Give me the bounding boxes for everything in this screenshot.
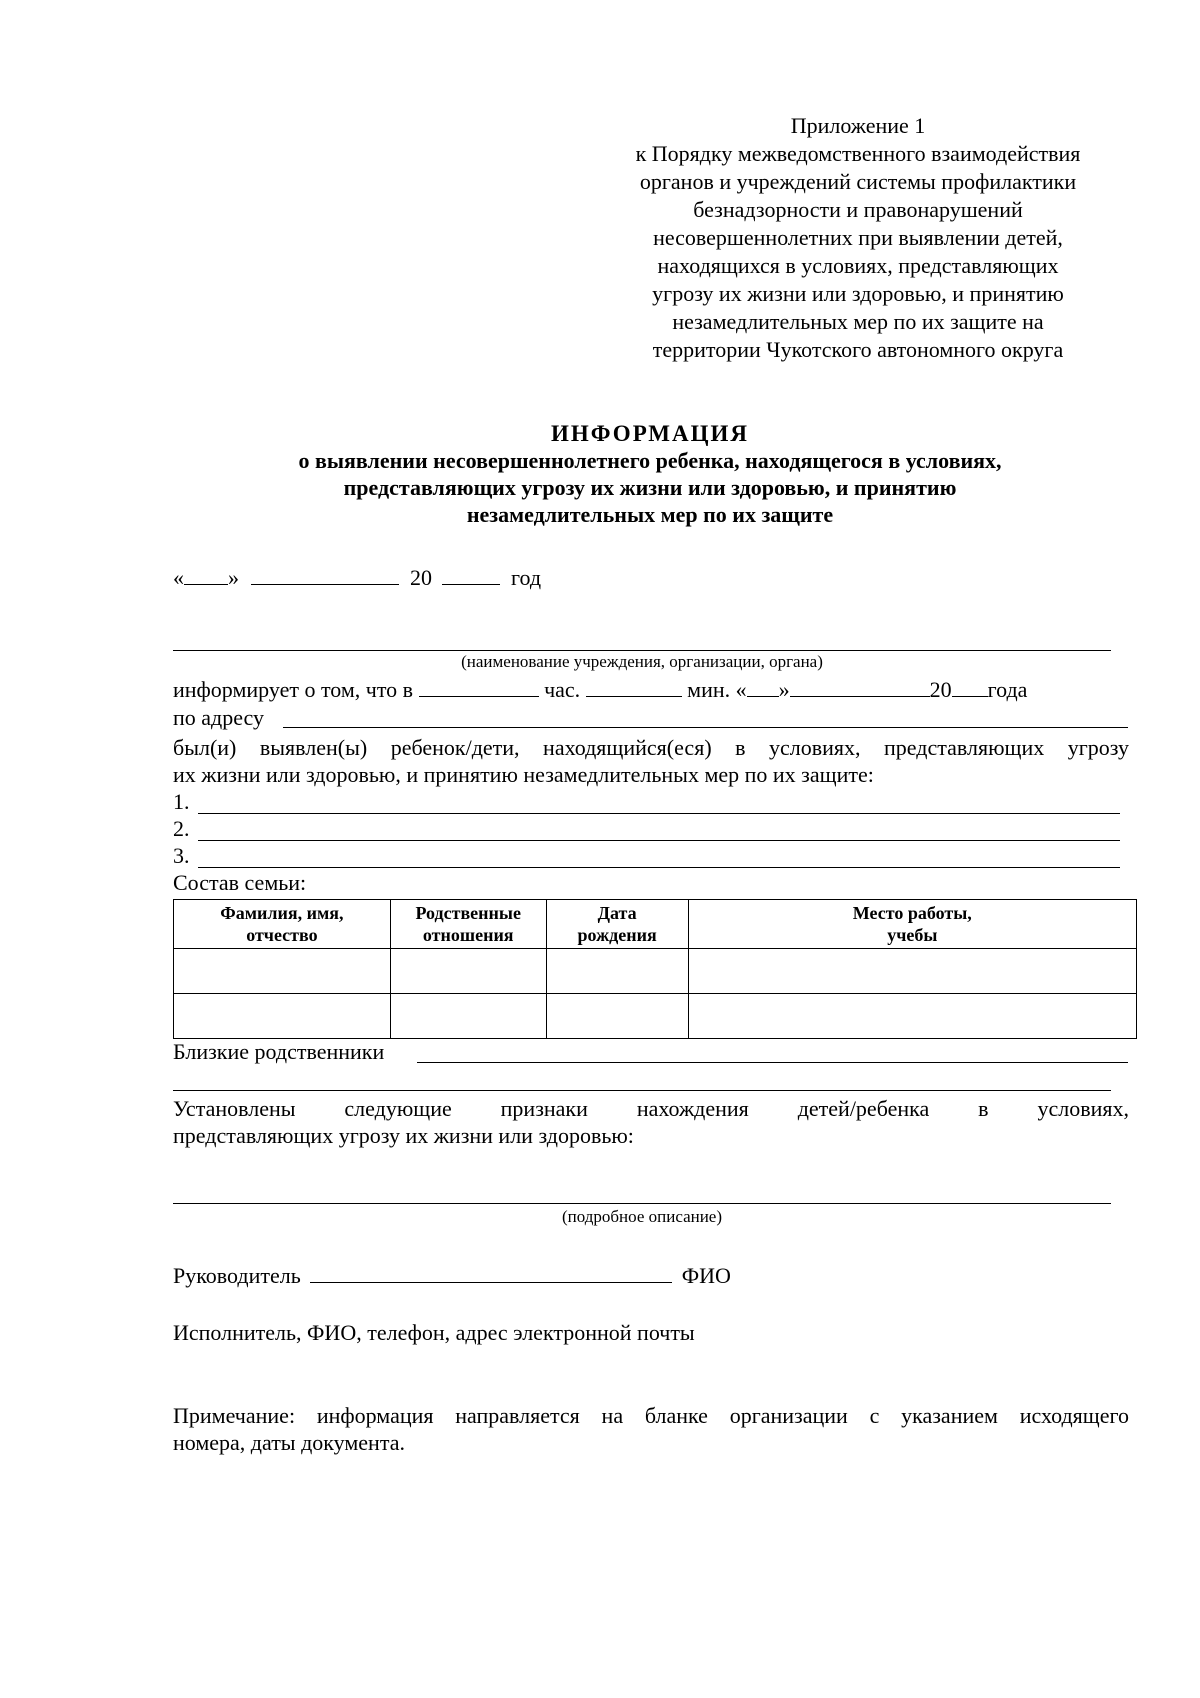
executor-line: Исполнитель, ФИО, телефон, адрес электронной почты: [173, 1320, 695, 1345]
header-birth-date: Дата рождения: [546, 900, 688, 949]
item-1-field[interactable]: [198, 813, 1120, 814]
appendix-line: находящихся в условиях, представляющих: [657, 253, 1059, 278]
close-quote: »: [228, 565, 239, 590]
informs-year-field[interactable]: [952, 676, 988, 697]
year-prefix: 20: [410, 565, 432, 590]
title-line: незамедлительных мер по их защите: [466, 502, 834, 527]
header-relationship: Родственные отношения: [390, 900, 546, 949]
item-number: 3.: [173, 843, 190, 868]
table-row: [174, 994, 1137, 1039]
appendix-line: к Порядку межведомственного взаимодействия: [635, 141, 1081, 166]
word: угрозу: [1067, 735, 1129, 760]
informs-day-field[interactable]: [747, 676, 779, 697]
word: условиях,: [769, 735, 861, 760]
hours-label: час.: [544, 677, 581, 702]
head-fio: ФИО: [681, 1263, 731, 1288]
header-full-name: Фамилия, имя, отчество: [174, 900, 391, 949]
word: признаки: [500, 1096, 588, 1121]
minutes-label: мин. «: [687, 677, 747, 702]
head-label: Руководитель: [173, 1263, 301, 1288]
appendix-line: Приложение 1: [790, 113, 926, 138]
appendix-line: органов и учреждений системы профилактики: [639, 169, 1077, 194]
informs-line: [173, 676, 1027, 704]
family-label: Состав семьи:: [173, 870, 307, 895]
numbered-item-3: [173, 842, 190, 870]
word: в: [735, 735, 746, 760]
year-field[interactable]: [442, 564, 500, 585]
detected-line-2: их жизни или здоровью, и принятию незамедлительных мер по их защите:: [173, 762, 874, 787]
organization-field[interactable]: [173, 650, 1111, 651]
word: направляется: [455, 1403, 580, 1428]
word: организации: [729, 1403, 848, 1428]
word: Примечание:: [173, 1403, 296, 1428]
signs-paragraph: [173, 1095, 1129, 1149]
date-line: [173, 564, 541, 592]
word: указанием: [901, 1403, 998, 1428]
title-line: о выявлении несовершеннолетнего ребенка, находящегося в условиях,: [298, 448, 1002, 473]
word: исходящего: [1019, 1403, 1129, 1428]
word: нахождения: [636, 1096, 749, 1121]
note-line-1: [173, 1402, 1129, 1429]
table-cell[interactable]: [174, 949, 391, 994]
appendix-line: безнадзорности и правонарушений: [693, 197, 1023, 222]
word: детей/ребенка: [797, 1096, 930, 1121]
informs-year-suffix: года: [987, 677, 1028, 702]
signs-line-1: [173, 1095, 1129, 1122]
signs-line-2: представляющих угрозу их жизни или здоровью:: [173, 1123, 634, 1148]
word: с: [869, 1403, 880, 1428]
table-cell[interactable]: [546, 949, 688, 994]
address-line: [173, 704, 264, 732]
table-cell[interactable]: [390, 949, 546, 994]
item-number: 2.: [173, 816, 190, 841]
head-signature-field[interactable]: [310, 1262, 672, 1283]
family-table: [173, 899, 1137, 1039]
hours-field[interactable]: [419, 676, 539, 697]
address-label: по адресу: [173, 705, 265, 730]
table-header-row: [174, 900, 1137, 949]
table-cell[interactable]: [688, 949, 1136, 994]
word: условиях,: [1037, 1096, 1129, 1121]
table-cell[interactable]: [174, 994, 391, 1039]
head-line: [173, 1262, 731, 1290]
word: на: [601, 1403, 624, 1428]
detected-line-1: [173, 734, 1129, 761]
description-caption: (подробное описание): [561, 1207, 723, 1226]
appendix-line: территории Чукотского автономного округа: [652, 337, 1064, 362]
organization-caption: (наименование учреждения, организации, органа): [461, 652, 823, 671]
informs-month-field[interactable]: [790, 676, 930, 697]
table-cell[interactable]: [390, 994, 546, 1039]
appendix-line: незамедлительных мер по их защите на: [672, 309, 1044, 334]
description-field[interactable]: [173, 1203, 1111, 1204]
day-field[interactable]: [184, 564, 228, 585]
table-cell[interactable]: [546, 994, 688, 1039]
table-row: [174, 949, 1137, 994]
relatives-field[interactable]: [417, 1062, 1128, 1063]
word: выявлен(ы): [259, 735, 368, 760]
relatives-field-2[interactable]: [173, 1090, 1111, 1091]
word: ребенок/дети,: [390, 735, 520, 760]
year-suffix: год: [511, 565, 542, 590]
address-field[interactable]: [283, 727, 1128, 728]
numbered-item-2: [173, 815, 190, 843]
item-3-field[interactable]: [198, 867, 1120, 868]
relatives-label: Близкие родственники: [173, 1039, 385, 1064]
title-line: представляющих угрозу их жизни или здоровью, и принятию: [343, 475, 957, 500]
word: в: [978, 1096, 989, 1121]
note-paragraph: [173, 1402, 1129, 1456]
informs-prefix: информирует о том, что в: [173, 677, 414, 702]
document-title: [170, 420, 1130, 528]
month-field[interactable]: [251, 564, 399, 585]
word: был(и): [173, 735, 237, 760]
title-main: ИНФОРМАЦИЯ: [550, 421, 750, 446]
item-2-field[interactable]: [198, 840, 1120, 841]
informs-close-quote: »: [778, 677, 790, 702]
word: находящийся(еся): [543, 735, 712, 760]
detected-paragraph: [173, 734, 1129, 788]
informs-year-prefix: 20: [929, 677, 952, 702]
open-quote: «: [173, 565, 184, 590]
minutes-field[interactable]: [586, 676, 682, 697]
note-line-2: номера, даты документа.: [173, 1430, 405, 1455]
word: Установлены: [173, 1096, 296, 1121]
word: информация: [316, 1403, 434, 1428]
appendix-header: [608, 112, 1108, 364]
numbered-item-1: [173, 788, 190, 816]
header-workplace: Место работы, учебы: [688, 900, 1136, 949]
appendix-line: угрозу их жизни или здоровью, и принятию: [652, 281, 1064, 306]
word: бланке: [644, 1403, 708, 1428]
word: представляющих: [884, 735, 1045, 760]
table-cell[interactable]: [688, 994, 1136, 1039]
item-number: 1.: [173, 789, 190, 814]
word: следующие: [344, 1096, 452, 1121]
appendix-line: несовершеннолетних при выявлении детей,: [653, 225, 1063, 250]
